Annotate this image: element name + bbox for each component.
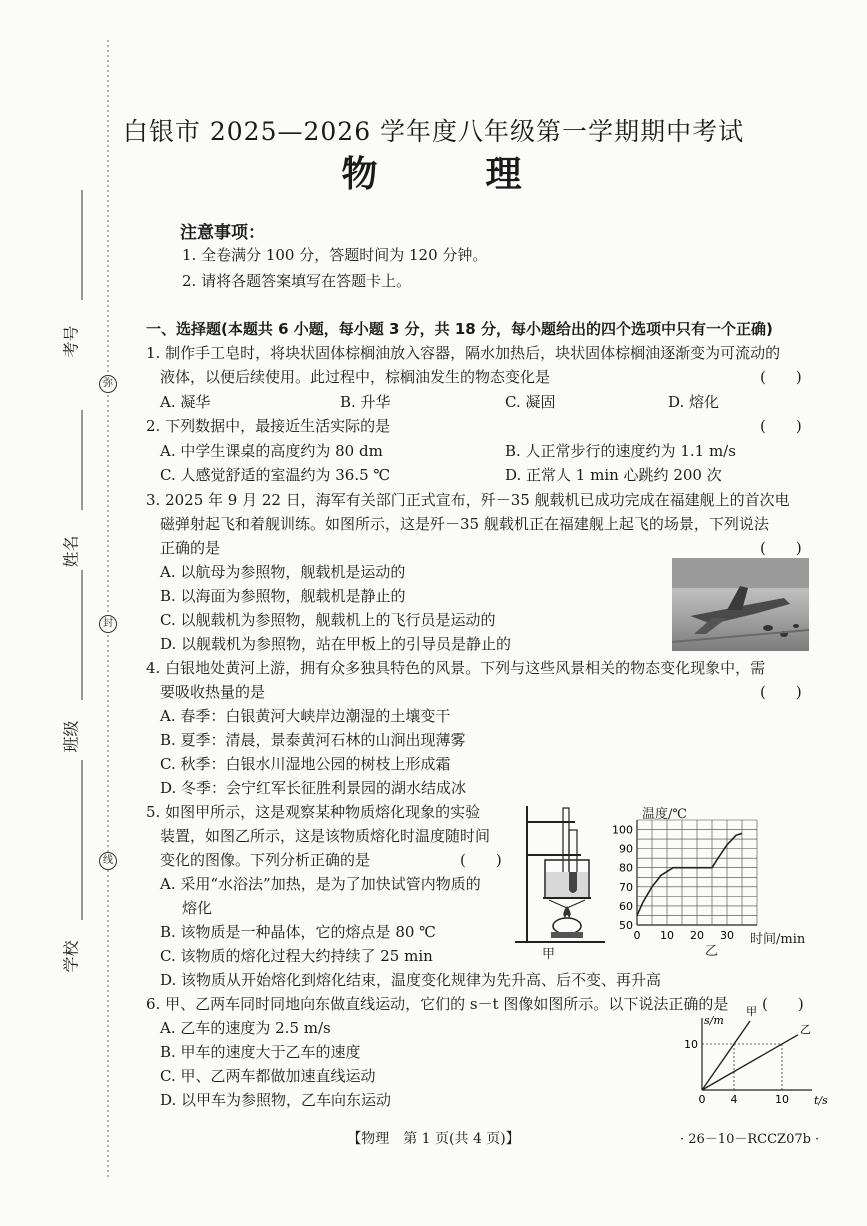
school-label: 学校 (61, 940, 81, 973)
y-tick-label: 80 (619, 861, 633, 875)
q4-option-a: A. 春季：白银黄河大峡岸边潮湿的土壤变干 (160, 707, 451, 725)
question-3-line-2: 磁弹射起飞和着舰训练。如图所示，这是歼－35 舰载机正在福建舰上起飞的场景，下列说法 (160, 515, 769, 533)
seal-mark-xian: 线 (99, 852, 117, 870)
melting-grid (637, 820, 757, 925)
question-2-line-1: 2. 下列数据中，最接近生活实际的是 (146, 417, 391, 435)
exam-number-label: 考号 (61, 325, 81, 358)
q1-option-b: B. 升华 (340, 393, 391, 411)
notice-item: 2. 请将各题答案填写在答题卡上。 (182, 272, 412, 290)
answer-paren: ( ) (760, 417, 802, 435)
q5-option-c: C. 该物质的熔化过程大约持续了 25 min (160, 947, 433, 965)
y-tick-label: 60 (619, 899, 633, 913)
page-footer: 【物理 第 1 页(共 4 页)】 (347, 1131, 520, 1147)
q6-option-a: A. 乙车的速度为 2.5 m/s (160, 1019, 331, 1037)
x-tick-label: 0 (633, 929, 641, 942)
q6-option-c: C. 甲、乙两车都做加速直线运动 (160, 1067, 376, 1085)
q6-option-d: D. 以甲车为参照物，乙车向东运动 (160, 1091, 392, 1109)
figure-a-caption: 甲 (542, 947, 556, 962)
melting-ylabel: 温度/℃ (642, 807, 687, 822)
q4-option-c: C. 秋季：白银水川湿地公园的树枝上形成霜 (160, 755, 451, 773)
q3-option-c: C. 以舰载机为参照物，舰载机上的飞行员是运动的 (160, 611, 496, 629)
q2-option-d: D. 正常人 1 min 心跳约 200 次 (505, 466, 722, 484)
q4-option-b: B. 夏季：清晨，景泰黄河石林的山涧出现薄雾 (160, 731, 466, 749)
q6-option-b: B. 甲车的速度大于乙车的速度 (160, 1043, 361, 1061)
q3-option-b: B. 以海面为参照物，舰载机是静止的 (160, 587, 406, 605)
question-5-line-2: 装置，如图乙所示，这是该物质熔化时温度随时间 (160, 827, 491, 845)
y-tick-label: 50 (619, 919, 633, 932)
answer-paren: ( ) (460, 851, 502, 869)
answer-paren: ( ) (760, 368, 802, 386)
figure-b-caption: 乙 (705, 944, 719, 959)
answer-paren: ( ) (760, 683, 802, 701)
seal-mark-mi: 弥 (99, 375, 117, 393)
st-chart (680, 1005, 828, 1112)
seal-mark-feng: 封 (99, 615, 117, 633)
series-line-yi (702, 1035, 798, 1090)
subject-char-1: 物 (341, 153, 382, 195)
x-tick-label: 30 (720, 929, 734, 942)
y-tick-label: 70 (619, 880, 633, 894)
apparatus-figure (515, 800, 615, 950)
question-4-line-2: 要吸收热量的是 (160, 683, 266, 701)
series-label: 乙 (800, 1022, 811, 1036)
q5-option-d: D. 该物质从开始熔化到熔化结束，温度变化规律为先升高、后不变、再升高 (160, 971, 662, 989)
carrier-jet-photo (672, 558, 809, 651)
melting-curve (637, 833, 742, 915)
q5-option-a-cont: 熔化 (182, 899, 213, 917)
question-1-line-1: 1. 制作手工皂时，将块状固体棕榈油放入容器，隔水加热后，块状固体棕榈油逐渐变为可流动的 (146, 344, 781, 362)
answer-paren: ( ) (762, 995, 804, 1013)
question-1-line-2: 液体，以便后续使用。此过程中，棕榈油发生的物态变化是 (160, 368, 551, 386)
y-tick-label: 90 (619, 842, 633, 856)
answer-paren: ( ) (760, 539, 802, 557)
q3-option-a: A. 以航母为参照物，舰载机是运动的 (160, 563, 406, 581)
st-x-tick: 10 (775, 1093, 789, 1106)
q3-option-d: D. 以舰载机为参照物，站在甲板上的引导员是静止的 (160, 635, 512, 653)
st-ylabel: s/m (704, 1014, 724, 1027)
question-3-line-3: 正确的是 (160, 539, 221, 557)
subject-title (0, 146, 867, 197)
st-y-tick: 10 (684, 1038, 698, 1051)
question-5-line-1: 5. 如图甲所示，这是观察某种物质熔化现象的实验 (146, 803, 481, 821)
q4-option-d: D. 冬季：会宁红军长征胜利景园的湖水结成冰 (160, 779, 467, 797)
st-xlabel: t/s (814, 1094, 828, 1107)
name-label: 姓名 (61, 535, 81, 568)
section-heading: 一、选择题(本题共 6 小题，每小题 3 分，共 18 分，每小题给出的四个选项中只有一个正确) (146, 320, 773, 338)
q5-option-b: B. 该物质是一种晶体，它的熔点是 80 ℃ (160, 923, 436, 941)
melting-ticks (612, 824, 734, 942)
q1-option-c: C. 凝固 (505, 393, 556, 411)
paper-code: · 26－10－RCCZ07b · (680, 1132, 820, 1147)
series-line-jia (702, 1021, 750, 1090)
q1-option-a: A. 凝华 (160, 393, 211, 411)
class-label: 班级 (61, 720, 81, 753)
q5-option-a: A. 采用“水浴法”加热，是为了加快试管内物质的 (160, 875, 481, 893)
question-5-line-3: 变化的图像。下列分析正确的是 (160, 851, 371, 869)
question-4-line-1: 4. 白银地处黄河上游，拥有众多独具特色的风景。下列与这些风景相关的物态变化现象中，需 (146, 659, 766, 677)
melting-xlabel: 时间/min (750, 932, 806, 947)
subject-char-2: 理 (485, 153, 526, 195)
q2-option-c: C. 人感觉舒适的室温约为 36.5 ℃ (160, 466, 391, 484)
question-6-line-1: 6. 甲、乙两车同时同地向东做直线运动，它们的 s－t 图像如图所示。以下说法正确的是 (146, 995, 729, 1013)
question-3-line-1: 3. 2025 年 9 月 22 日，海军有关部门正式宣布，歼－35 舰载机已成功完成在福建舰上的首次电 (146, 491, 790, 509)
exam-title: 白银市 2025—2026 学年度八年级第一学期期中考试 (122, 117, 745, 146)
q2-option-b: B. 人正常步行的速度约为 1.1 m/s (505, 442, 736, 460)
x-tick-label: 20 (690, 929, 704, 942)
y-tick-label: 100 (612, 823, 633, 837)
q2-option-a: A. 中学生课桌的高度约为 80 dm (160, 442, 383, 460)
st-x-tick: 4 (730, 1093, 738, 1106)
notice-item: 1. 全卷满分 100 分，答题时间为 120 分钟。 (182, 246, 488, 264)
series-label: 甲 (746, 1005, 757, 1018)
q1-option-d: D. 熔化 (668, 393, 720, 411)
notice-heading: 注意事项： (180, 223, 265, 243)
jet-illustration (672, 558, 809, 651)
x-tick-label: 10 (660, 929, 674, 942)
st-x-tick: 0 (698, 1093, 706, 1106)
